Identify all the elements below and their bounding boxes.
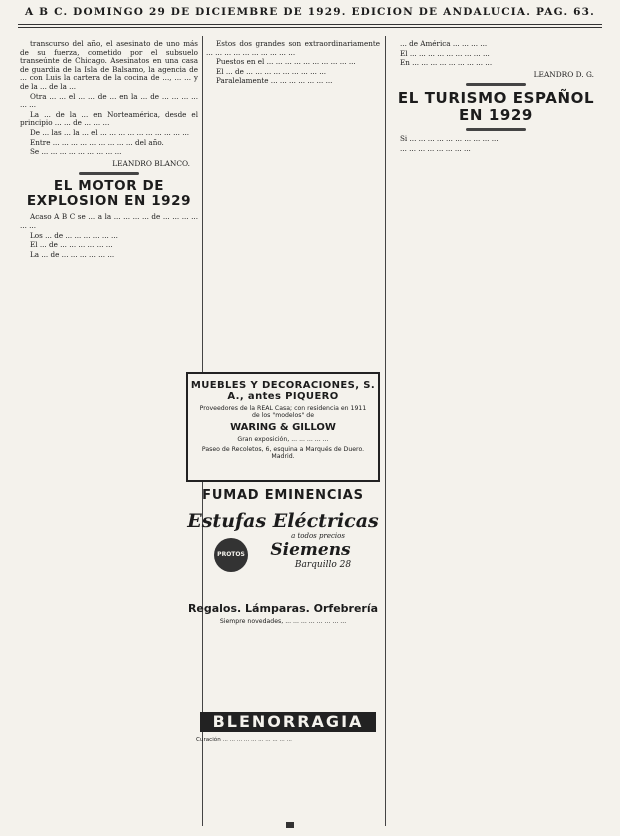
ad-regalos: Regalos. Lámparas. Orfebrería [187,602,379,615]
paragraph: Si ... ... ... ... ... ... ... ... ... ... [400,134,499,144]
ad-brand: WARING & GILLOW [230,422,336,433]
ad-address: Paseo de Recoletos, 6, esquina a Marqués de Duero. Madrid. [201,446,365,460]
ornament [466,128,526,131]
page-footer-mark [286,822,294,828]
ad-blenorragia: BLENORRAGIA [200,712,376,732]
paragraph: El ... ... ... ... ... ... ... ... ... [400,48,490,58]
paragraph: Se ... ... ... ... ... ... ... ... ... [30,147,122,157]
column-2 [206,40,380,356]
ad-estufas-title: Estufas Eléctricas [187,510,379,532]
ad-estufas-sub: a todos precios [291,532,345,540]
header-rule [18,24,602,25]
paragraph: El ... de ... ... ... ... ... ... [30,240,113,250]
header-rule-2 [18,27,602,28]
paragraph: La ... de la ... en Norteamérica, desde el principio ... ... de ... ... ... [20,109,198,128]
ornament [79,172,139,175]
ad-body: Proveedores de la REAL Casa; con residencia en 1911 de los "modelos" de [199,405,367,419]
paragraph: Estos dos grandes son extraordinariamente ... ... ... ... ... ... ... ... ... ... [206,40,380,57]
column-3 [390,40,602,830]
ornament [466,83,526,86]
paragraph: transcurso del año, el asesinato de uno más de su fuerza, cometido por el subsuelo transeúnte de Chicago. Asesinatos en una casa de guardia de la Isla de Balsamo, la agencia de ... con Luis la cartera de la cocina de ..., ... ... y de la ... de la ... [20,40,198,91]
signature: LEANDRO BLANCO. [112,158,190,168]
paragraph: ... de América ... ... ... ... [400,40,488,48]
ad-estufas-brand: Siemens [270,540,351,560]
paragraph: Acaso A B C se ... a la ... ... ... ... de ... ... ... ... ... ... [20,212,198,230]
ad-estufas-address: Barquillo 28 [294,560,352,570]
paragraph: Otra ... ... el ... ... de ... en la ... de ... ... ... ... ... ... [20,91,198,110]
ad-body-2: Gran exposición, ... ... ... ... ... [237,436,329,443]
article-title: EL TURISMO ESPAÑOL EN 1929 [397,89,595,125]
ad-title: MUEBLES Y DECORACIONES, S. A., antes PIQUERO [190,380,376,402]
ad-muebles [186,372,380,482]
paragraph: ... ... ... ... ... ... ... ... [400,143,471,153]
column-1 [20,40,198,830]
paragraph: Puestos en el ... ... ... ... ... ... ... ... ... ... [216,57,356,67]
protos-logo-icon: PROTOS [214,538,248,572]
ad-blenorragia-sub: Curación ... ... ... ... ... ... ... ... ... ... [196,737,292,743]
paragraph: La ... de ... ... ... ... ... ... [30,249,115,259]
column-divider [385,36,386,826]
ad-fumad: FUMAD EMINENCIAS [202,488,364,503]
article-title: EL MOTOR DE EXPLOSION EN 1929 [26,178,192,210]
paragraph: De ... las ... la ... el ... ... ... ... ... ... ... ... ... ... [30,127,190,137]
ad-estufas [186,510,380,594]
paragraph: Los ... de ... ... ... ... ... ... [30,230,118,240]
paragraph: Paralelamente ... ... ... ... ... ... ... [216,76,333,86]
paragraph: Entre ... ... ... ... ... ... ... ... ... del año. [30,137,164,147]
page-header: A B C. DOMINGO 29 DE DICIEMBRE DE 1929. EDICION DE ANDALUCIA. PAG. 63. [24,6,596,18]
paragraph: El ... de ... ... ... ... ... ... ... ... ... [216,66,327,76]
paragraph: En ... ... ... ... ... ... ... ... ... [400,58,493,68]
ad-regalos-sub: Siempre novedades, ... ... ... ... ... ... ... ... [219,618,347,625]
signature: LEANDRO D. G. [533,69,594,79]
